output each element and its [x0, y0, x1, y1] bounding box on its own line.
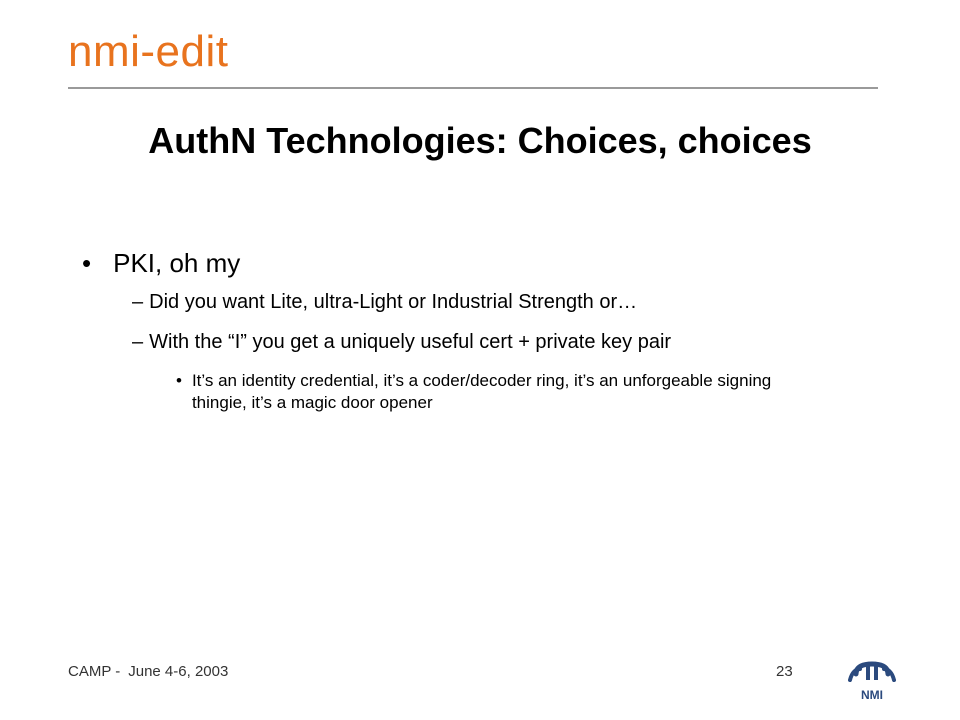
bullet-level3 — [176, 370, 816, 415]
bullet-text: It’s an identity credential, it’s a coder/decoder ring, it’s an unforgeable signing thingie, it’s a magic door opener — [191, 371, 772, 413]
bullet-marker: • — [176, 371, 182, 390]
footer-event — [68, 663, 228, 680]
bullet-text: Did you want Lite, ultra-Light or Industrial Strength or… — [149, 291, 638, 313]
bullet-text: With the “I” you get a uniquely useful cert + private key pair — [149, 331, 672, 353]
bullet-text: PKI, oh my — [113, 248, 241, 278]
brand-header: nmi-edit — [68, 27, 229, 76]
footer-date: June 4-6, 2003 — [128, 663, 229, 680]
bullet-level2 — [132, 330, 671, 354]
bullet-level2 — [132, 290, 637, 314]
footer-event-name: CAMP - — [68, 663, 121, 680]
bullet-marker: – — [132, 331, 144, 353]
slide-title: AuthN Technologies: Choices, choices — [148, 120, 812, 161]
bullet-level1 — [82, 248, 240, 279]
nmi-logo-icon — [842, 652, 902, 704]
bullet-marker: • — [82, 248, 92, 278]
page-number: 23 — [776, 663, 793, 680]
bullet-marker: – — [132, 291, 144, 313]
logo-text: NMI — [861, 688, 883, 702]
